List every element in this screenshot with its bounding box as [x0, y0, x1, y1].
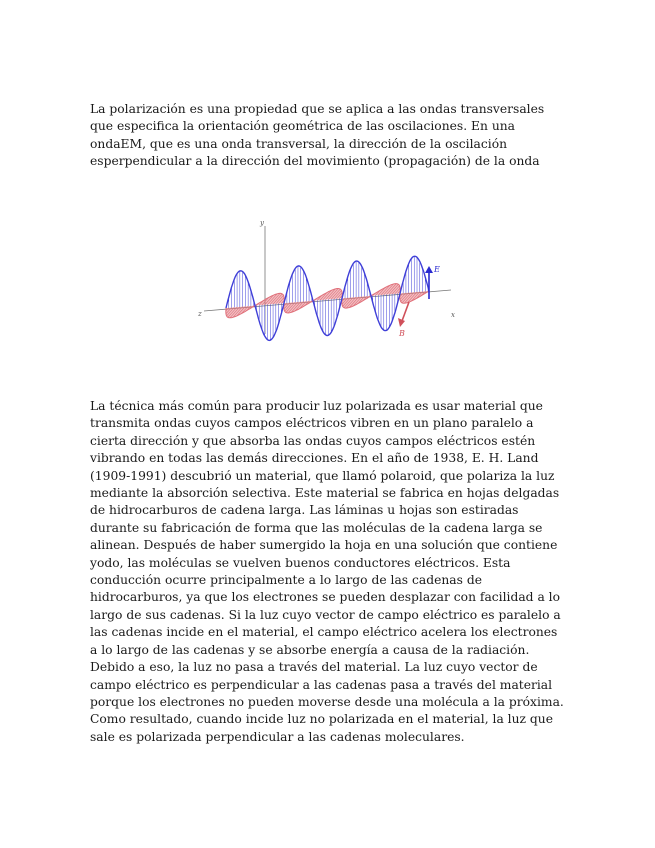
paragraph-polaroid-technique: La técnica más común para producir luz polarizada es usar material que transmita ondas cuyos campos eléctricos vibren en un plano paralelo a cierta dirección y que absorba las ondas cuyos campos eléctricos estén vibrando en todas las demás direcciones. En el año de 1938, E. H. Land (1909-1991) descubrió un material, que llamó polaroid, que polariza la luz mediante la absorción selectiva. Este material se fabrica en hojas delgadas de hidrocarburos de cadena larga. Las láminas u hojas son estiradas durante su fabricación de forma que las moléculas de la cadena larga se alinean. Después de haber sumergido la hoja en una solución que contiene yodo, las moléculas se vuelven buenos conductores eléctricos. Esta conducción ocurre principalmente a lo largo de las cadenas de hidrocarburos, ya que los electrones se pueden desplazar con facilidad a lo largo de sus cadenas. Si la luz cuyo vector de campo eléctrico es paralelo a las cadenas incide en el material, el campo eléctrico acelera los electrones a lo largo de las cadenas y se absorbe energía a causa de la radiación. Debido a eso, la luz no pasa a través del material. La luz cuyo vector de campo eléctrico es perpendicular a las cadenas pasa a través del material porque los electrones no pueden moverse desde una molécula a la próxima. Como resultado, cuando incide luz no polarizada en el material, la luz que sale es polarizada perpendicular a las cadenas moleculares. [90, 399, 564, 744]
em-wave-figure [196, 214, 460, 354]
b-vector-head [398, 318, 405, 327]
e-vector-label: E [434, 265, 440, 274]
z-axis-label: z [198, 310, 202, 318]
e-vector-head [425, 266, 433, 273]
y-axis-label: y [260, 219, 264, 227]
paragraph-polarization-definition: La polarización es una propiedad que se aplica a las ondas transversales que especifica la orientación geométrica de las oscilaciones. En una ondaEM, que es una onda transversal, la dirección de la oscilación esperpendicular a la dirección del movimiento (propagación) de la onda [90, 102, 545, 169]
em-wave-diagram [196, 214, 460, 354]
b-vector-label: B [399, 329, 405, 338]
b-vector-arrow [402, 302, 409, 321]
x-axis-label: x [451, 311, 455, 319]
